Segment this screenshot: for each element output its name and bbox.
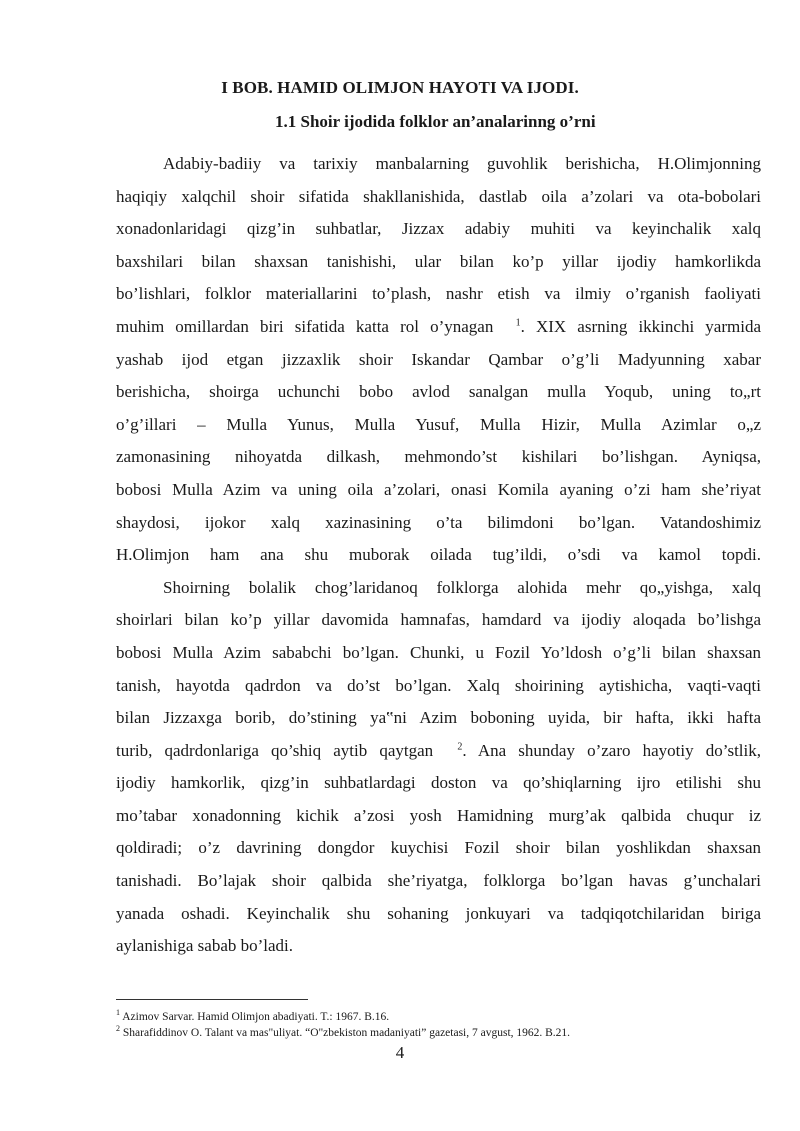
text-line: shaydosi, ijokor xalq xazinasining o’ta bilimdoni bo’lgan. Vatandoshimiz xyxy=(116,512,761,532)
footnote xyxy=(116,1025,761,1041)
text-line: o’g’illari – Mulla Yunus, Mulla Yusuf, Mulla Hizir, Mulla Azimlar o„z xyxy=(116,414,761,434)
text-line: ijodiy hamkorlik, qizg’in suhbatlardagi doston va qo’shiqlarning ijro etilishi shu xyxy=(116,773,761,793)
body-text xyxy=(116,148,761,963)
footnote-number: 1 xyxy=(116,1008,120,1018)
footnote xyxy=(116,1009,761,1025)
text-line: shoirlari bilan ko’p yillar davomida hamnafas, hamdard va ijodiy aloqada bo’lishga xyxy=(116,610,761,630)
text-line: baxshilari bilan shaxsan tanishishi, ular bilan ko’p yillar ijodiy hamkorlikda xyxy=(116,251,761,271)
footnotes xyxy=(116,1009,761,1041)
text-line xyxy=(116,735,761,768)
text-line: berishicha, shoirga uchunchi bobo avlod sanalgan mulla Yoqub, uning to„rt xyxy=(116,382,761,402)
footnote-number: 2 xyxy=(116,1024,120,1034)
text-line: yashab ijod etgan jizzaxlik shoir Iskandar Qambar o’g’li Madyunning xabar xyxy=(116,349,761,369)
text-line: haqiqiy xalqchil shoir sifatida shakllanishida, dastlab oila a’zolari va ota-bobolari xyxy=(116,186,761,206)
text-line: Shoirning bolalik chog’laridanoq folklorga alohida mehr qo„yishga, xalq xyxy=(163,577,761,597)
text-segment: muhim omillardan biri sifatida katta rol o’ynagan xyxy=(116,316,494,336)
text-line: bobosi Mulla Azim sababchi bo’lgan. Chunki, u Fozil Yo’ldosh o’g’li bilan shaxsan xyxy=(116,642,761,662)
text-line: qoldiradi; o’z davrining dongdor kuychisi Fozil shoir bilan yoshlikdan shaxsan xyxy=(116,838,761,858)
chapter-title: I BOB. HAMID OLIMJON HAYOTI VA IJODI. xyxy=(221,78,579,97)
text-line: aylanishiga sabab bo’ladi. xyxy=(116,936,294,956)
text-line: yanada oshadi. Keyinchalik shu sohaning jonkuyari va tadqiqotchilaridan biriga xyxy=(116,903,761,923)
text-line: xonadonlaridagi qizg’in suhbatlar, Jizzax adabiy muhiti va keyinchalik xalq xyxy=(116,219,761,239)
text-line: zamonasining nihoyatda dilkash, mehmondo’st kishilari bo’lishgan. Ayniqsa, xyxy=(116,447,761,467)
text-segment: turib, qadrdonlariga qo’shiq aytib qaytgan xyxy=(116,740,434,760)
page-number: 4 xyxy=(395,1043,405,1062)
text-line: tanish, hayotda qadrdon va do’st bo’lgan. Xalq shoirining aytishicha, vaqti-vaqti xyxy=(116,675,761,695)
text-line: bobosi Mulla Azim va uning oila a’zolari, onasi Komila ayaning o’zi ham she’riyat xyxy=(116,479,761,499)
text-line: H.Olimjon ham ana shu muborak oilada tug’ildi, o’sdi va kamol topdi. xyxy=(116,545,761,565)
text-line: Adabiy-badiiy va tarixiy manbalarning guvohlik berishicha, H.Olimjonning xyxy=(163,154,761,173)
text-line: bo’lishlari, folklor materiallarini to’plash, nashr etish va ilmiy o’rganish faoliyati xyxy=(116,284,761,304)
section-title: 1.1 Shoir ijodida folklor an’analarinng o’rni xyxy=(275,112,596,131)
text-segment: . Ana shunday o’zaro hayotiy do’stlik, xyxy=(462,740,761,760)
text-line: mo’tabar xonadonning kichik a’zosi yosh Hamidning murg’ak qalbida chuqur iz xyxy=(116,805,761,825)
footnote-ref: 2 xyxy=(457,741,463,753)
footnote-text: Azimov Sarvar. Hamid Olimjon abadiyati. T.: 1967. B.16. xyxy=(122,1011,390,1023)
footnote-divider xyxy=(116,999,308,1000)
footnote-text: Sharafiddinov O. Talant va mas"uliyat. “O"zbekiston madaniyati” gazetasi, 7 avgust, 1962. B.21. xyxy=(122,1027,571,1039)
text-segment: . XIX asrning ikkinchi yarmida xyxy=(520,316,761,336)
text-line xyxy=(116,311,761,344)
text-line: bilan Jizzaxga borib, do’stining ya‟ni Azim boboning uyida, bir hafta, ikki hafta xyxy=(116,708,761,728)
text-line: tanishadi. Bo’lajak shoir qalbida she’riyatga, folklorga bo’lgan havas g’unchalari xyxy=(116,871,761,891)
footnote-ref: 1 xyxy=(515,317,521,329)
